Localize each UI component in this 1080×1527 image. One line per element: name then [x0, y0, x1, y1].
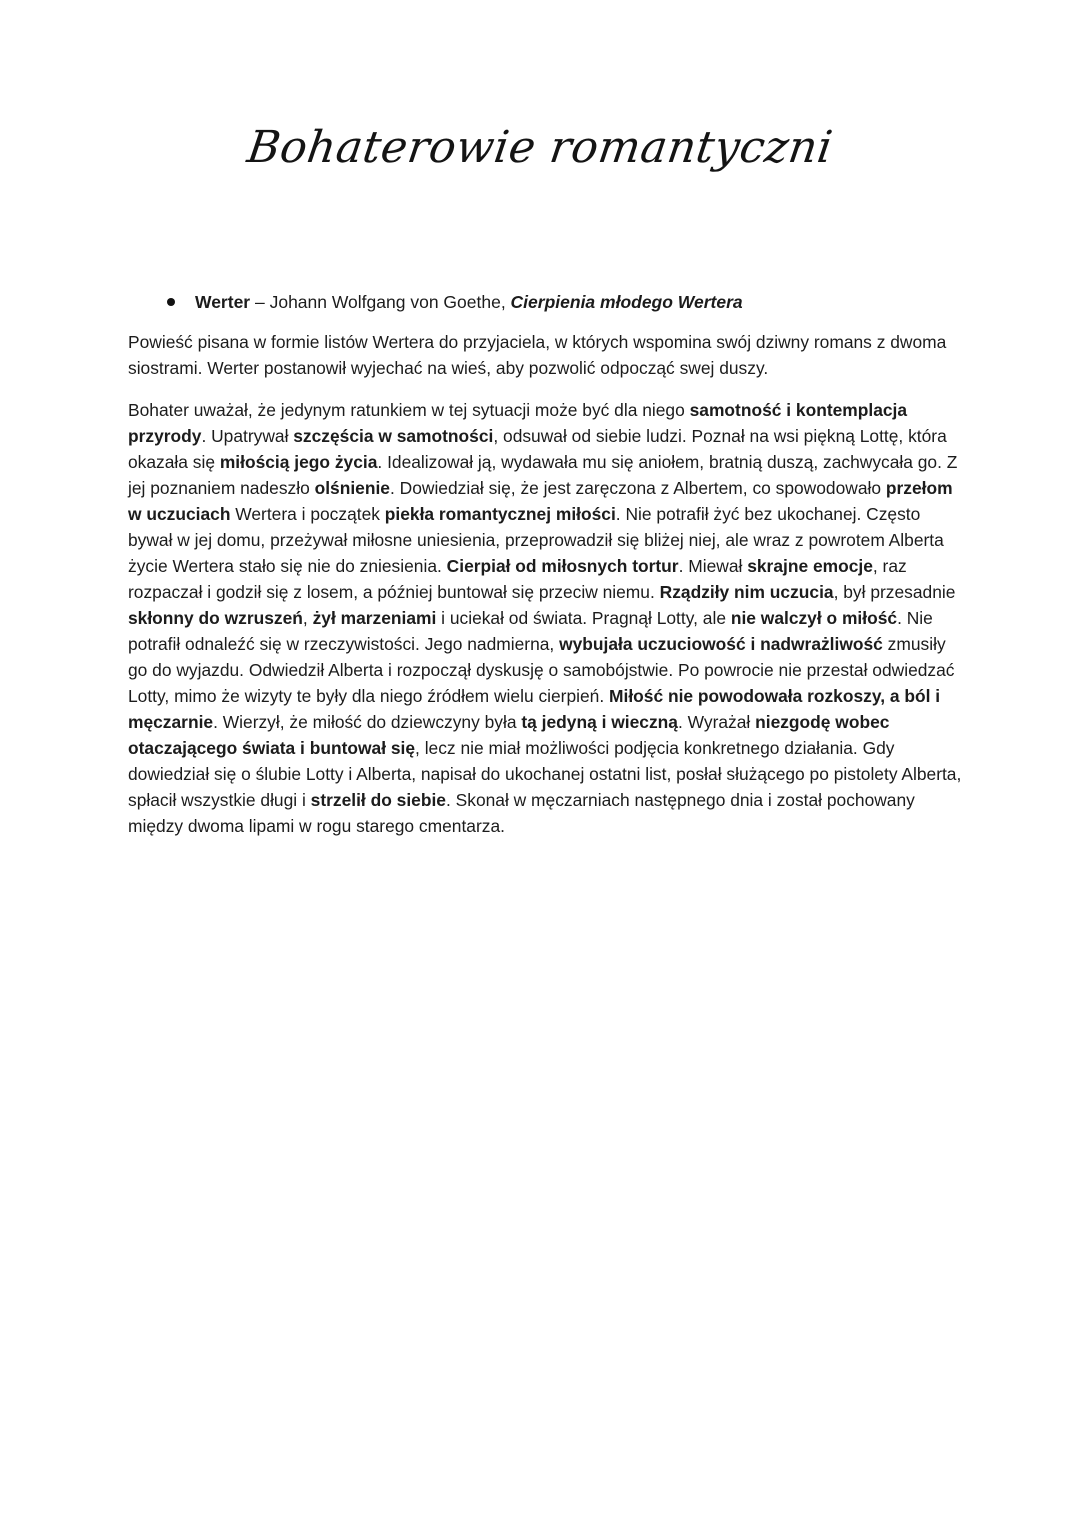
bold-phrase: Cierpiał od miłosnych tortur	[446, 556, 679, 576]
author-text: – Johann Wolfgang von Goethe,	[250, 292, 511, 312]
bold-phrase: samotność i kontemplacja przyrody	[128, 400, 908, 446]
bullet-item-werter	[128, 290, 968, 314]
bold-phrase: strzelił do siebie	[310, 790, 446, 810]
text-run: . Skonał w męczarniach następnego dnia i został pochowany między dwoma lipami w rogu starego cmentarza.	[128, 790, 915, 836]
bold-phrase: niezgodę wobec otaczającego świata i buntował się	[128, 712, 890, 758]
bold-phrase: nie walczył o miłość	[730, 608, 898, 628]
text-run: , lecz nie miał możliwości podjęcia konkretnego działania. Gdy dowiedział się o ślubie Lotty i Alberta, napisał do ukochanej ostatni list, posłał służącego po pistolety Alberta, spłacił wszystkie długi i	[128, 738, 962, 810]
text-run: zmusiły go do wyjazdu. Odwiedził Alberta i rozpoczął dyskusję o samobójstwie. Po powrocie nie przestał odwiedzać Lotty, mimo że wizyty te były dla niego źródłem wielu cierpień.	[128, 634, 955, 706]
text-run: Powieść pisana w formie listów Wertera do przyjaciela, w których wspomina swój dziwny romans z dwoma siostrami. Werter postanowił wyjechać na wieś, aby pozwolić odpocząć swej duszy.	[128, 332, 947, 378]
bold-phrase: miłością jego życia	[219, 452, 378, 472]
text-run: . Wierzył, że miłość do dziewczyny była	[213, 712, 522, 732]
bold-phrase: tą jedyną i wieczną	[521, 712, 678, 732]
bold-phrase: skrajne emocje	[747, 556, 873, 576]
bold-phrase: szczęścia w samotności	[293, 426, 494, 446]
bold-phrase: Rządziły nim uczucia	[659, 582, 834, 602]
bold-phrase: olśnienie	[314, 478, 390, 498]
text-run: . Wyrażał	[677, 712, 756, 732]
bold-phrase: żył marzeniami	[312, 608, 437, 628]
text-run: . Miewał	[678, 556, 748, 576]
bold-phrase: wybujała uczuciowość i nadwrażliwość	[559, 634, 883, 654]
bold-phrase: piekła romantycznej miłości	[384, 504, 616, 524]
text-run: i uciekał od świata. Pragnął Lotty, ale	[436, 608, 731, 628]
text-run: . Nie potrafił odnaleźć się w rzeczywistości. Jego nadmierna,	[128, 608, 933, 654]
text-run: Bohater uważał, że jedynym ratunkiem w tej sytuacji może być dla niego	[128, 400, 690, 420]
text-run: . Idealizował ją, wydawała mu się aniołem, bratnią duszą, zachwycała go. Z jej poznaniem nadeszło	[128, 452, 958, 498]
text-run: . Dowiedział się, że jest zaręczona z Albertem, co spowodowało	[389, 478, 886, 498]
description-paragraph	[128, 397, 962, 839]
bold-phrase: Miłość nie powodowała rozkoszy, a ból i męczarnie	[128, 686, 941, 732]
text-run: , był przesadnie	[833, 582, 956, 602]
intro-paragraph	[128, 329, 962, 381]
page-title: Bohaterowie romantyczni	[244, 122, 836, 173]
bold-phrase: przełom w uczuciach	[128, 478, 953, 524]
bold-phrase: skłonny do wzruszeń	[128, 608, 303, 628]
text-run: , odsuwał od siebie ludzi. Poznał na wsi piękną Lottę, która okazała się	[128, 426, 947, 472]
work-title: Cierpienia młodego Wertera	[510, 292, 743, 312]
text-run: , raz rozpaczał i godził się z losem, a później buntował się przeciw niemu.	[128, 556, 907, 602]
text-run: . Upatrywał	[201, 426, 294, 446]
hero-name: Werter	[195, 292, 251, 312]
text-run: Wertera i początek	[230, 504, 385, 524]
text-run: . Nie potrafił żyć bez ukochanej. Często bywał w jej domu, przeżywał miłosne uniesienia, przeprowadził się bliżej niej, ale wraz z powrotem Alberta życie Wertera stało się nie do zniesienia.	[128, 504, 944, 576]
bullet-dot-icon	[167, 298, 175, 306]
text-run: ,	[302, 608, 313, 628]
